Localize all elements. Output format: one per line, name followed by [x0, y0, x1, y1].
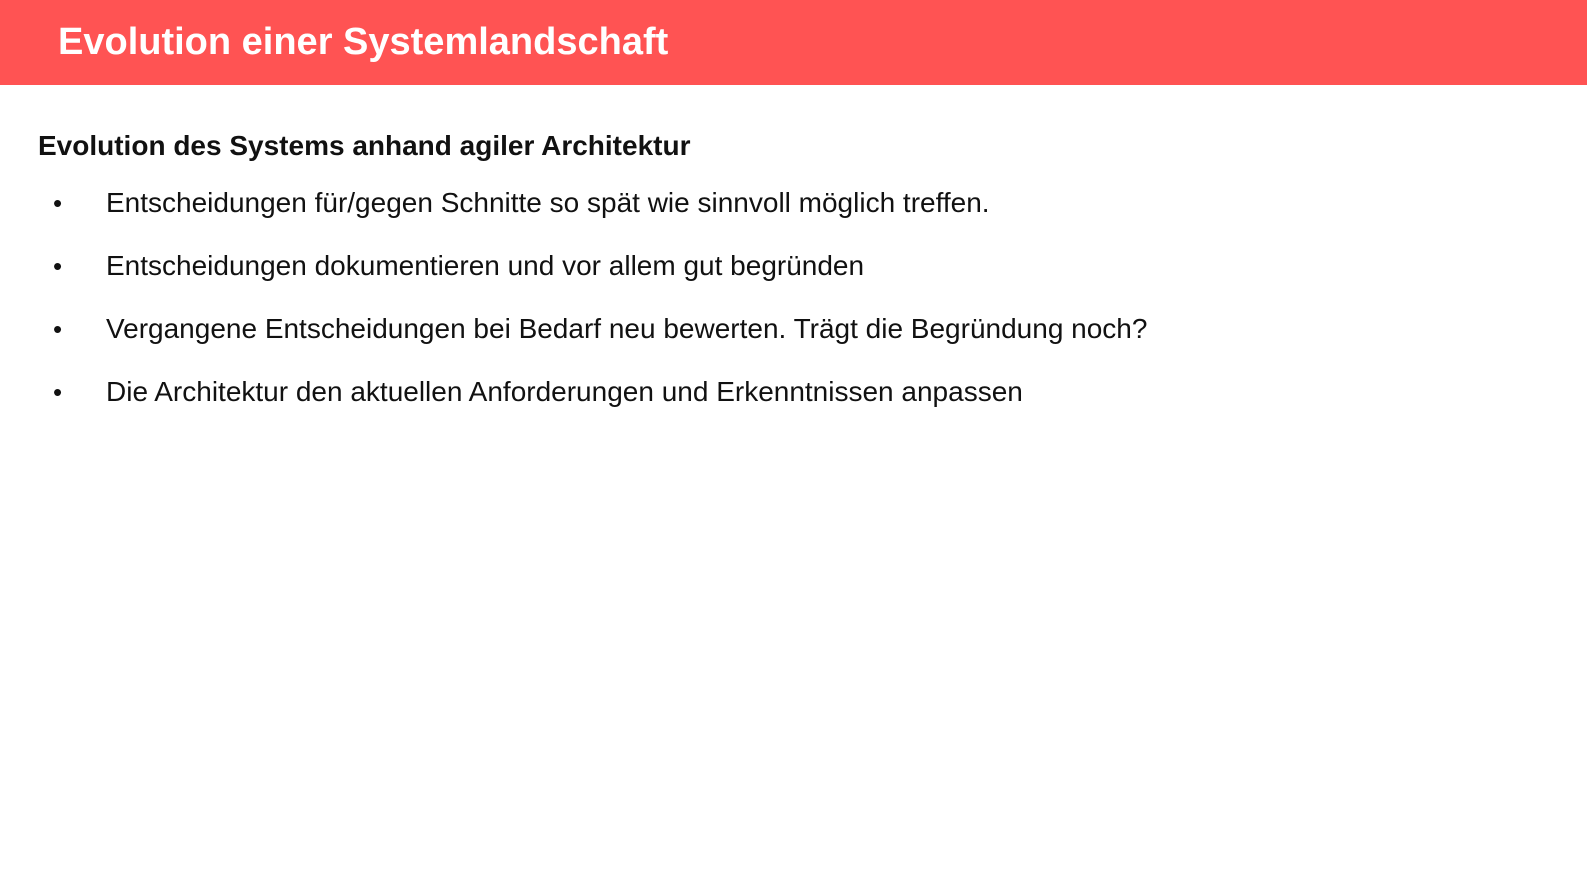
- list-item: [38, 247, 1538, 310]
- bullet-icon: •: [53, 251, 63, 281]
- bullet-icon: •: [53, 314, 63, 344]
- list-item: [38, 373, 1538, 436]
- list-item-text: Vergangene Entscheidungen bei Bedarf neu bewerten. Trägt die Begründung noch?: [106, 313, 1148, 344]
- header-bar: [0, 0, 1587, 85]
- list-item: [38, 184, 1538, 247]
- list-item: [38, 310, 1538, 373]
- list-item-text: Entscheidungen dokumentieren und vor allem gut begründen: [106, 250, 865, 281]
- slide-content: [38, 128, 1538, 436]
- page-title: Evolution einer Systemlandschaft: [58, 21, 669, 63]
- bullet-icon: •: [53, 377, 63, 407]
- bullet-list: [38, 184, 1538, 436]
- list-item-text: Entscheidungen für/gegen Schnitte so spät wie sinnvoll möglich treffen.: [106, 187, 990, 218]
- list-item-text: Die Architektur den aktuellen Anforderungen und Erkenntnissen anpassen: [106, 376, 1023, 407]
- bullet-icon: •: [53, 188, 63, 218]
- section-heading: Evolution des Systems anhand agiler Architektur: [38, 130, 691, 161]
